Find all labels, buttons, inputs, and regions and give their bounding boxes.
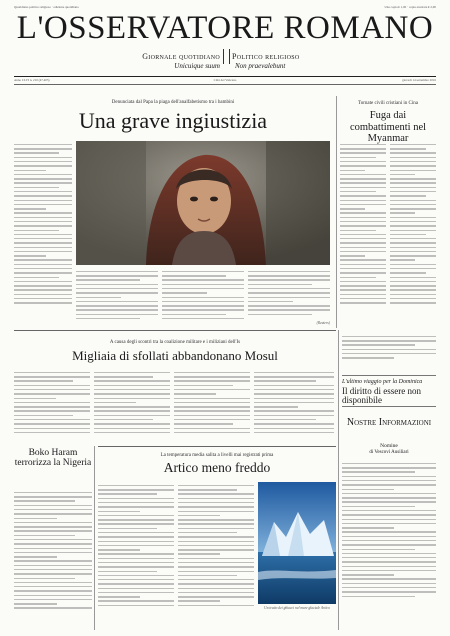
lead-headline: Una grave ingiustizia [78, 108, 268, 133]
nigeria-text-column [14, 489, 92, 629]
sidebar-top-text [342, 333, 436, 369]
lead-photo [76, 141, 330, 265]
mosul-text-column-4 [254, 369, 334, 443]
column-separator [336, 96, 337, 328]
right-headline: Fuga dai combattimenti nel Myanmar [349, 110, 427, 145]
notices-text [342, 460, 436, 630]
ice-photo [258, 482, 336, 604]
lead-text-column-1 [14, 141, 72, 326]
mosul-headline: Migliaia di sfollati abbandonano Mosul [72, 348, 278, 363]
lead-text-column-2 [76, 268, 158, 326]
motto-left: Unicuique suum [174, 62, 220, 70]
ice-caption: Un tratto dei ghiacci nel mare glaciale Artico [264, 606, 330, 610]
arctic-kicker: La temperatura media salita a livelli mai registrati prima [160, 453, 274, 458]
sidebar-note-box [342, 375, 436, 407]
mosul-kicker: A causa degli scontri tra la coalizione militare e i miliziani dell'Is [109, 340, 241, 345]
motto-right: Non praevalebunt [235, 62, 286, 70]
masthead-divider [223, 49, 230, 64]
top-left-line: Quotidiano politico religioso · edizione quotidiana [14, 5, 79, 9]
subtitle-right: Politico religioso [232, 52, 300, 61]
mosul-rule [14, 330, 336, 331]
edition-rule [14, 84, 436, 85]
notices-intro: Nomine [380, 443, 398, 449]
right-kicker: Tornate civili cristiani in Cina [358, 101, 418, 106]
edition-center: Città del Vaticano [213, 78, 237, 82]
sidebar-note-title: L'ultimo viaggio per la Dominica [342, 379, 423, 385]
edition-left: Anno CLVI n. 210 (47.405) [14, 78, 50, 82]
top-right-line: Una copia € 1,00 · copia arretrata € 2,00 [384, 5, 436, 9]
arctic-rule [98, 446, 336, 447]
lead-text-column-3 [162, 268, 244, 326]
arctic-text-column-2 [178, 482, 254, 630]
photo-caption: (Reuters) [316, 321, 330, 325]
nigeria-headline: Boko Haram terrorizza la Nigeria [14, 448, 92, 469]
nigeria-separator [94, 446, 95, 630]
top-rule [14, 76, 436, 77]
right-text-column-2 [390, 141, 436, 327]
masthead: L'OSSERVATORE ROMANO [16, 10, 434, 46]
notices-sub: di Vescovi Ausiliari [369, 450, 409, 455]
arctic-text-column-1 [98, 482, 174, 630]
mosul-text-column-1 [14, 369, 90, 443]
lead-text-column-4 [248, 268, 330, 320]
edition-right: giovedì 14 settembre 2016 [402, 78, 436, 82]
notices-title: Nostre Informazioni [346, 417, 432, 428]
mosul-text-column-2 [94, 369, 170, 443]
mosul-text-column-3 [174, 369, 250, 443]
arctic-headline: Artico meno freddo [163, 460, 271, 475]
right-text-column-1 [340, 141, 386, 327]
lead-kicker: Denunciata dal Papa la piaga dell'analfabetismo tra i bambini [111, 100, 235, 105]
sidebar-separator [338, 330, 339, 630]
sidebar-note-head: Il diritto di essere non disponibile [342, 386, 421, 406]
subtitle-left: Giornale quotidiano [142, 52, 220, 61]
